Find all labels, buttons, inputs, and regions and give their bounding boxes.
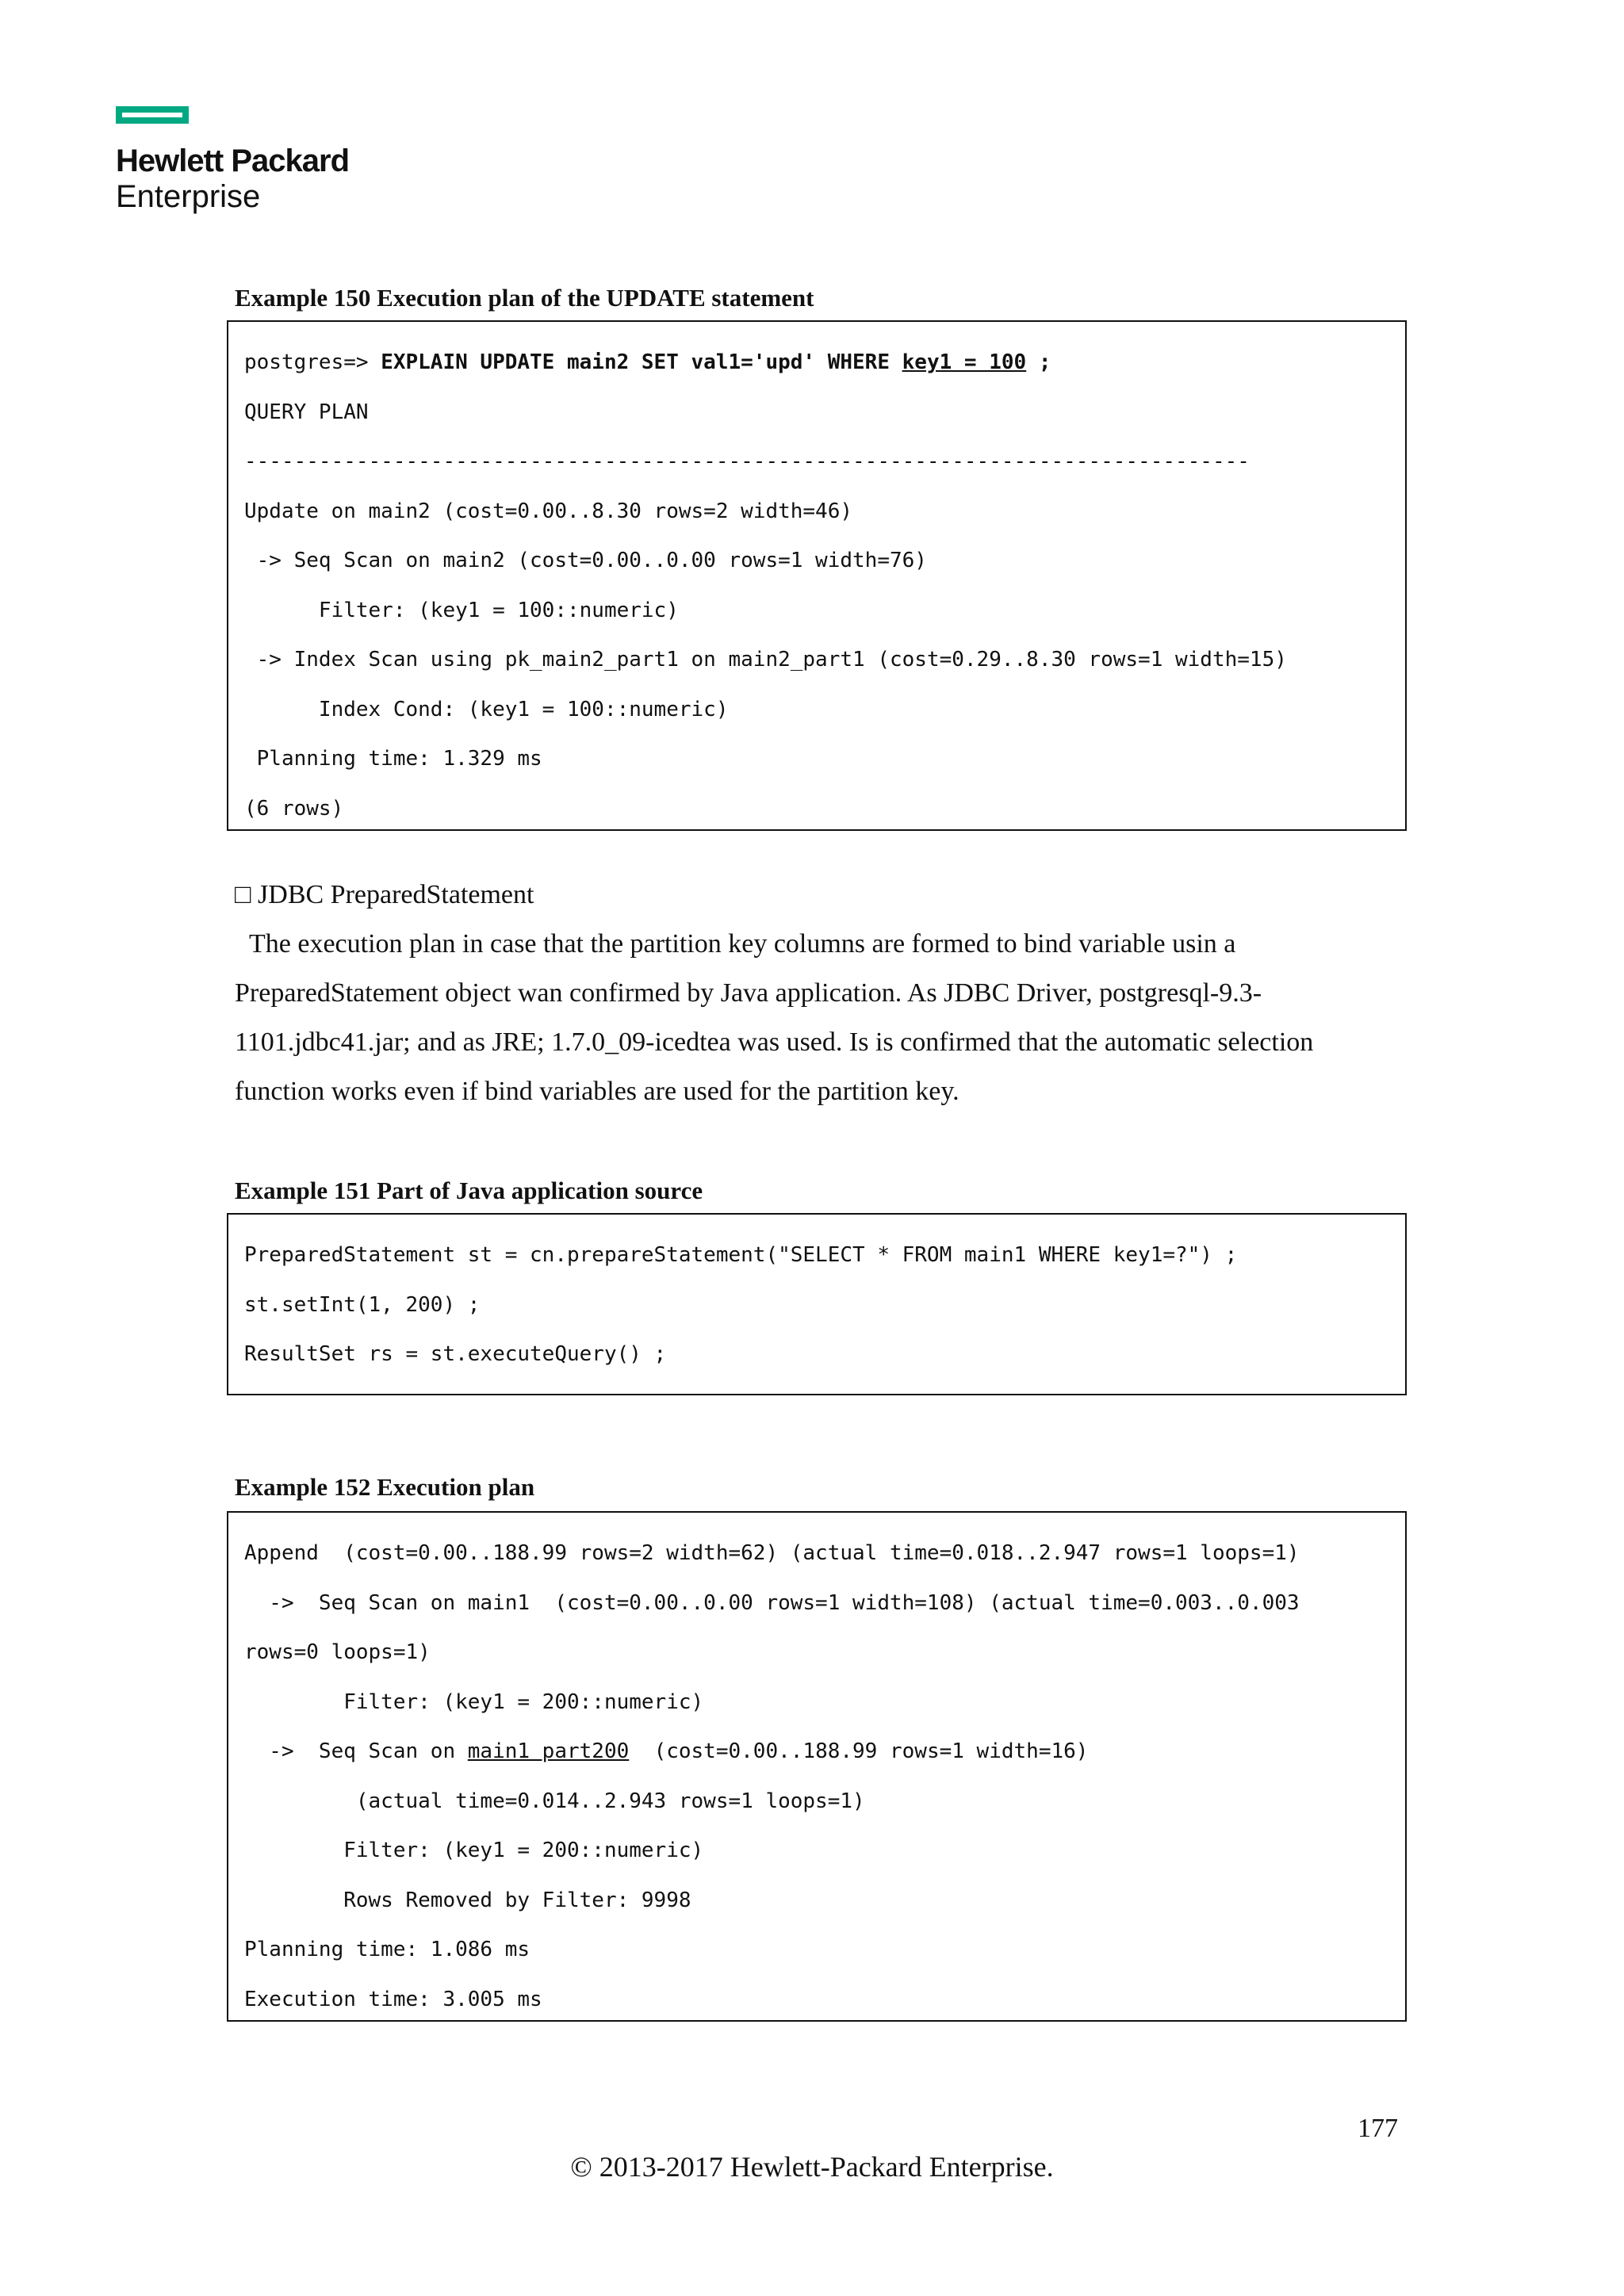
plan-line: -> Index Scan using pk_main2_part1 on main2_part1 (cost=0.29..8.30 rows=1 width=15) xyxy=(244,648,1287,672)
hpe-logo xyxy=(116,106,349,214)
plan-line xyxy=(244,1727,1405,1777)
example-152-caption: Example 152 Execution plan xyxy=(235,1473,535,1501)
plan-line: (actual time=0.014..2.943 rows=1 loops=1) xyxy=(244,1789,865,1813)
plan-line: Filter: (key1 = 100::numeric) xyxy=(244,598,679,622)
command-underlined: key1 = 100 xyxy=(902,350,1027,374)
page-number: 177 xyxy=(1358,2114,1398,2143)
section-paragraph: The execution plan in case that the partition key columns are formed to bind variable usin a PreparedStatement object wan confirmed by Java application. As JDBC Driver, postgresql-9.3-1101.jdbc41.jar; and as JRE; 1.7.0_09-icedtea was used. Is is confirmed that the automatic selection function works even if bind variables are used for the partition key. xyxy=(235,929,1314,1106)
plan-line: -> Seq Scan on main2 (cost=0.00..0.00 rows=1 width=76) xyxy=(244,549,927,572)
plan-text: (cost=0.00..188.99 rows=1 width=16) xyxy=(629,1739,1089,1763)
example-150-code-block xyxy=(227,320,1407,831)
plan-line: Update on main2 (cost=0.00..8.30 rows=2 width=46) xyxy=(244,499,853,523)
plan-line: Index Cond: (key1 = 100::numeric) xyxy=(244,697,729,721)
command-text: EXPLAIN UPDATE main2 SET val1='upd' WHERE xyxy=(381,350,902,374)
example-151-code-block xyxy=(227,1213,1407,1395)
section-heading: □ JDBC PreparedStatement xyxy=(235,880,534,909)
code-line: st.setInt(1, 200) ; xyxy=(244,1292,481,1317)
plan-line: Execution time: 3.005 ms xyxy=(244,1987,542,2011)
plan-line: rows=0 loops=1) xyxy=(244,1640,431,1664)
plan-line: Append (cost=0.00..188.99 rows=2 width=62) (actual time=0.018..2.947 rows=1 loops=1) xyxy=(244,1541,1300,1565)
jdbc-section xyxy=(235,871,1408,1116)
command-line xyxy=(244,338,1405,388)
plan-line: (6 rows) xyxy=(244,796,344,821)
logo-text-line2: Enterprise xyxy=(116,179,261,214)
code-line: PreparedStatement st = cn.prepareStatement("SELECT * FROM main1 WHERE key1=?") ; xyxy=(244,1243,1238,1267)
prompt: postgres=> xyxy=(244,350,381,374)
plan-line: Rows Removed by Filter: 9998 xyxy=(244,1888,691,1912)
plan-line: Planning time: 1.329 ms xyxy=(244,747,542,771)
plan-line: Filter: (key1 = 200::numeric) xyxy=(244,1839,704,1862)
plan-text: -> Seq Scan on xyxy=(244,1739,468,1763)
code-line: ResultSet rs = st.executeQuery() ; xyxy=(244,1342,667,1366)
partition-name: main1 part200 xyxy=(467,1739,630,1763)
copyright-footer: © 2013-2017 Hewlett-Packard Enterprise. xyxy=(570,2151,1054,2183)
plan-line: QUERY PLAN xyxy=(244,400,369,424)
command-end: ; xyxy=(1026,350,1051,374)
example-151-caption: Example 151 Part of Java application source xyxy=(235,1177,703,1204)
logo-text-line1: Hewlett Packard xyxy=(116,144,350,178)
example-150-caption: Example 150 Execution plan of the UPDATE statement xyxy=(235,284,814,312)
plan-line: Filter: (key1 = 200::numeric) xyxy=(244,1689,704,1714)
plan-line: Planning time: 1.086 ms xyxy=(244,1938,530,1961)
hpe-logo-mark xyxy=(116,106,189,124)
plan-line: --------------------------------------------------------------------------------- xyxy=(244,450,1250,473)
example-152-code-block xyxy=(227,1511,1407,2022)
plan-line: -> Seq Scan on main1 (cost=0.00..0.00 rows=1 width=108) (actual time=0.003..0.003 xyxy=(244,1590,1300,1615)
